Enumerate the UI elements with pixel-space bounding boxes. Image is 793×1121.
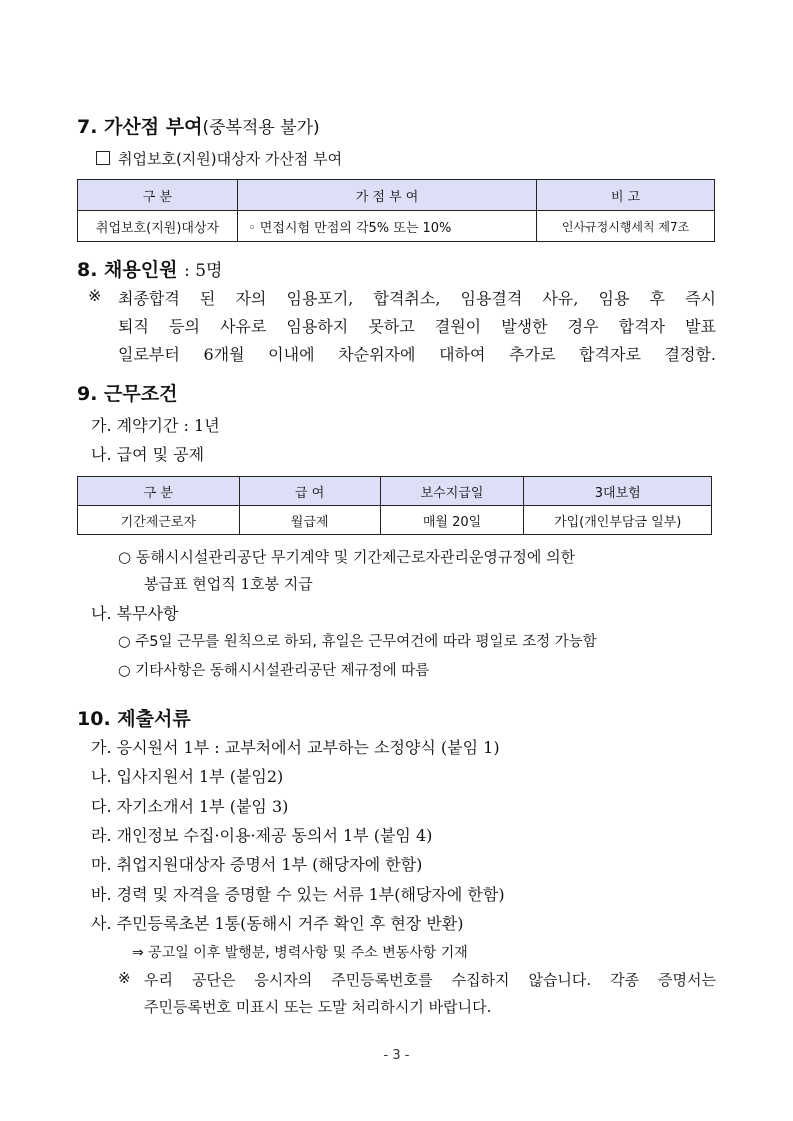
document-item: 가. 응시원서 1부 : 교부처에서 교부하는 소정양식 (붙임 1) <box>91 738 500 757</box>
bonus-points-table <box>77 179 715 242</box>
header-category: 구 분 <box>78 477 240 506</box>
document-item: 나. 입사지원서 1부 (붙임2) <box>91 767 284 786</box>
final-note-mark: ※ <box>118 969 131 987</box>
table-header-row <box>78 180 715 211</box>
section-8-note-line-3: 일로부터 6개월 이내에 차순위자에 대하여 추가로 합격자로 결정함. <box>118 345 716 364</box>
section-7-title-suffix: (중복적용 불가) <box>202 118 320 138</box>
pay-note-line-2: 봉급표 현업직 1호봉 지급 <box>144 575 313 593</box>
table-row <box>78 211 715 242</box>
cell-salary: 월급제 <box>239 506 380 535</box>
section-7-item <box>96 148 342 169</box>
pay-note-line-1: ○ 동해시시설관리공단 무기계약 및 기간제근로자관리운영규정에 의한 <box>118 548 576 566</box>
section-10-title: 10. 제출서류 <box>77 708 191 730</box>
salary-deduction-label: 나. 급여 및 공제 <box>91 445 205 464</box>
cell-remarks: 인사규정시행세칙 제7조 <box>537 211 715 242</box>
duty-note-1: ○ 주5일 근무를 원칙으로 하되, 휴일은 근무여건에 따라 평일로 조정 가능함 <box>118 634 597 650</box>
duty-note-2: ○ 기타사항은 동해시시설관리공단 제규정에 따름 <box>118 663 430 679</box>
cell-pay-day: 매월 20일 <box>380 506 524 535</box>
section-8-title-suffix: : 5명 <box>184 261 223 281</box>
table-header-row <box>78 477 712 506</box>
cell-points: ◦ 면접시험 만점의 각5% 또는 10% <box>237 211 536 242</box>
header-points: 가 점 부 여 <box>237 180 536 211</box>
arrow-note: ⇒ 공고일 이후 발행분, 병력사항 및 주소 변동사항 기재 <box>132 945 468 961</box>
document-item: 바. 경력 및 자격을 증명할 수 있는 서류 1부(해당자에 한함) <box>91 885 505 904</box>
duty-label: 나. 복무사항 <box>91 604 179 623</box>
final-note-line-1: 우리 공단은 응시자의 주민등록번호를 수집하지 않습니다. 각종 증명서는 <box>144 971 716 989</box>
section-8-note-line-1: 최종합격 된 자의 임용포기, 합격취소, 임용결격 사유, 임용 후 즉시 <box>118 289 716 308</box>
section-8-heading <box>77 255 222 282</box>
header-insurance: 3대보험 <box>524 477 712 506</box>
page-number: - 3 - <box>383 1048 410 1063</box>
section-8-title: 8. 채용인원 <box>77 259 178 281</box>
cell-insurance: 가입(개인부담금 일부) <box>524 506 712 535</box>
final-note-line-2: 주민등록번호 미표시 또는 도말 처리하시기 바랍니다. <box>144 998 492 1016</box>
section-7-item-text: 취업보호(지원)대상자 가산점 부여 <box>118 150 343 168</box>
header-category: 구 분 <box>78 180 238 211</box>
working-conditions-table <box>77 476 712 535</box>
cell-category: 기간제근로자 <box>78 506 240 535</box>
section-8-note-line-2: 퇴직 등의 사유로 임용하지 못하고 결원이 발생한 경우 합격자 발표 <box>118 317 716 336</box>
checkbox-square-icon <box>96 151 110 165</box>
table-row <box>78 506 712 535</box>
header-salary: 급 여 <box>239 477 380 506</box>
section-7-title: 7. 가산점 부여 <box>77 116 203 138</box>
header-remarks: 비 고 <box>537 180 715 211</box>
document-item: 라. 개인정보 수집·이용·제공 동의서 1부 (붙임 4) <box>91 826 433 845</box>
document-item: 마. 취업지원대상자 증명서 1부 (해당자에 한함) <box>91 855 423 874</box>
section-7-heading <box>77 112 320 139</box>
section-9-title: 9. 근무조건 <box>77 383 178 405</box>
document-item: 다. 자기소개서 1부 (붙임 3) <box>91 797 289 816</box>
document-item: 사. 주민등록초본 1통(동해시 거주 확인 후 현장 반환) <box>91 914 464 933</box>
section-8-note-mark: ※ <box>88 286 102 305</box>
cell-category: 취업보호(지원)대상자 <box>78 211 238 242</box>
contract-period: 가. 계약기간 : 1년 <box>91 416 220 435</box>
header-pay-day: 보수지급일 <box>380 477 524 506</box>
